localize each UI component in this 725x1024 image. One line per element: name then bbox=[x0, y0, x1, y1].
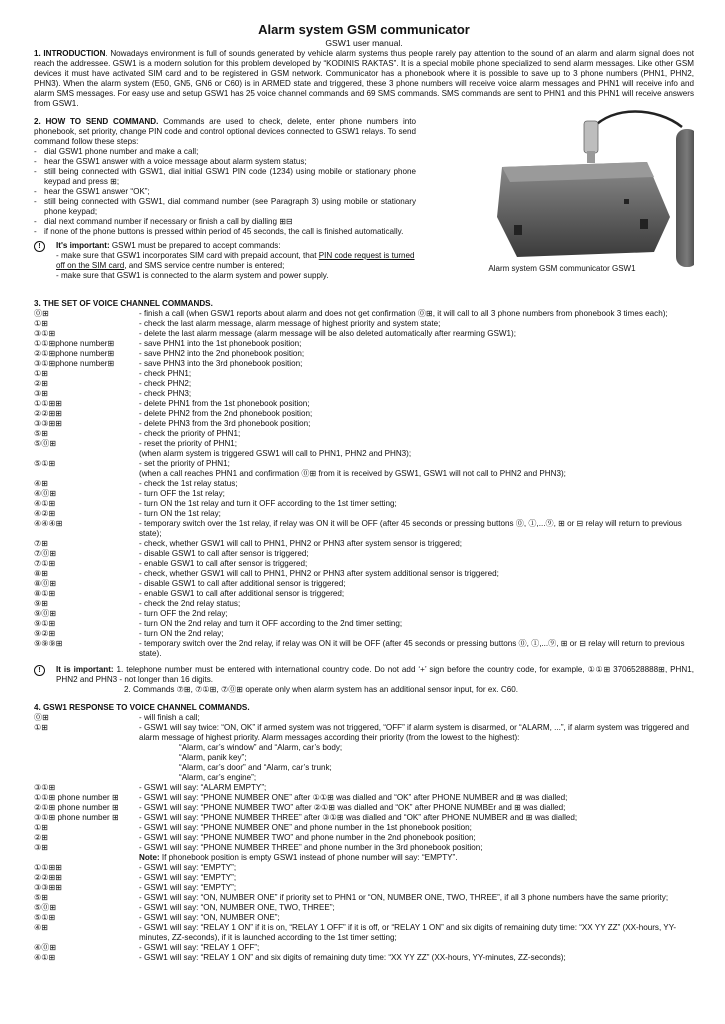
warning-icon: ! bbox=[34, 665, 45, 676]
gsm-communicator-image bbox=[442, 107, 694, 267]
important-line bbox=[56, 271, 416, 281]
response-row bbox=[34, 943, 694, 953]
command-code: ⑨②⊞ bbox=[34, 629, 56, 638]
step-item: - dial next command number if necessary or finish a call by dialling ⊞⊟ bbox=[34, 217, 416, 227]
command-description bbox=[139, 803, 694, 813]
response-row bbox=[34, 913, 694, 923]
how-to-send-text bbox=[34, 117, 416, 281]
alarm-message-line: “Alarm, car’s engine”; bbox=[179, 773, 257, 782]
response-row bbox=[34, 873, 694, 883]
command-description bbox=[139, 713, 694, 723]
description-line: - check PHN1; bbox=[139, 369, 192, 378]
command-description bbox=[139, 893, 694, 903]
command-description bbox=[139, 409, 694, 419]
command-description bbox=[139, 639, 694, 659]
command-description bbox=[139, 629, 694, 639]
important-label: It's important: bbox=[56, 241, 110, 250]
command-code: ④①⊞ bbox=[34, 499, 56, 508]
voice-commands-section bbox=[34, 299, 694, 659]
command-description bbox=[139, 309, 694, 319]
description-line: - finish a call (when GSW1 reports about alarm and does not get confirmation ⓪⊞, it will call to all 3 phone numbers from phonebook 3 times each); bbox=[139, 309, 668, 318]
command-description bbox=[139, 559, 694, 569]
important2-line1 bbox=[56, 665, 694, 685]
command-code: ③①⊞phone number⊞ bbox=[34, 359, 115, 368]
command-code: ④④④⊞ bbox=[34, 519, 63, 528]
command-description bbox=[139, 539, 694, 549]
command-row bbox=[34, 599, 694, 609]
command-description bbox=[139, 873, 694, 883]
command-code: ⑧⓪⊞ bbox=[34, 579, 57, 588]
command-code: ⑦①⊞ bbox=[34, 559, 56, 568]
description-line: - GSW1 will say: “RELAY 1 ON” and six digits of remaining duty time: “XX YY ZZ” (XX-hours, YY-minutes, ZZ-seconds); bbox=[139, 953, 566, 962]
command-code: ⑨⓪⊞ bbox=[34, 609, 57, 618]
note-text: If phonebook position is empty GSW1 instead of phone number will say: “EMPTY”. bbox=[159, 853, 458, 862]
command-description bbox=[139, 913, 694, 923]
command-row bbox=[34, 429, 694, 439]
step-item: - still being connected with GSW1, dial initial GSW1 PIN code (1234) using mobile or stationary phone keypad and press ⊞; bbox=[34, 167, 416, 187]
description-line: - save PHN2 into the 2nd phonebook position; bbox=[139, 349, 305, 358]
response-row bbox=[34, 833, 694, 843]
command-row bbox=[34, 309, 694, 319]
command-description bbox=[139, 609, 694, 619]
command-description bbox=[139, 379, 694, 389]
introduction-text: . Nowadays environment is full of sounds generated by vehicle alarm systems thus people rarely pay attention to the sound of an alarm and alarm signal does not reach the addressee. GSW1 is a modern solution for this problem developed by “KODINIS RAKTAS”. It is a special mobile phone specialized to send alarm messages. Like other GSM devices it must have activated SIM card and to be registered in GSM network. Communicator has a phonebook where it is possible to save up to 3 phone numbers (PHN1, PHN2, PHN3). When the alarm system (E50, GN5, GN6 or C60) is in ARMED state and triggered, these 3 phone numbers will receive voice alarm messages and PHN1 will receive info and alarm SMS messages. For easy use and setup GSW1 has 25 voice channel commands and 69 SMS commands. SMS commands are sent to PHN1 and this PHN1 will receive answers from GSW1. bbox=[34, 49, 694, 108]
response-row bbox=[34, 893, 694, 903]
command-code: ⑨⊞ bbox=[34, 599, 49, 608]
command-code: ④⊞ bbox=[34, 923, 49, 932]
command-row bbox=[34, 519, 694, 539]
voice-commands-heading: 3. THE SET OF VOICE CHANNEL COMMANDS. bbox=[34, 299, 213, 308]
command-description bbox=[139, 369, 694, 379]
description-line: - delete the last alarm message (alarm message will be also deleted automatically after rearming GSW1); bbox=[139, 329, 516, 338]
description-line: - GSW1 will say: “ON, NUMBER ONE” if priority set to PHN1 or “ON, NUMBER ONE, TWO, THREE”, if all 3 phone numbers have the same priority; bbox=[139, 893, 669, 902]
response-row bbox=[34, 723, 694, 783]
responses-table bbox=[34, 713, 694, 963]
description-line: - check the 1st relay status; bbox=[139, 479, 238, 488]
voice-commands-table bbox=[34, 309, 694, 659]
how-to-send-heading: 2. HOW TO SEND COMMAND. bbox=[34, 117, 159, 126]
command-row bbox=[34, 589, 694, 599]
command-description bbox=[139, 489, 694, 499]
manual-page bbox=[34, 22, 694, 963]
description-line: - turn ON the 1st relay; bbox=[139, 509, 221, 518]
command-code: ⑤①⊞ bbox=[34, 459, 56, 468]
command-code: ③③⊞⊞ bbox=[34, 419, 63, 428]
command-description bbox=[139, 459, 694, 479]
step-item: - if none of the phone buttons is pressed within period of 45 seconds, the call is finished automatically. bbox=[34, 227, 416, 237]
command-code: ③①⊞ bbox=[34, 783, 56, 792]
description-line: - GSW1 will say: “ON, NUMBER ONE, TWO, THREE”; bbox=[139, 903, 335, 912]
command-code bbox=[34, 853, 139, 863]
important-line-underlined: PIN code request is turned off on the SIM card bbox=[56, 251, 415, 270]
description-line: - delete PHN2 from the 2nd phonebook position; bbox=[139, 409, 313, 418]
command-code: ⑧①⊞ bbox=[34, 589, 56, 598]
command-code: ①⊞ bbox=[34, 319, 49, 328]
how-to-send-section bbox=[34, 117, 694, 293]
command-row bbox=[34, 639, 694, 659]
command-description bbox=[139, 549, 694, 559]
command-code: ⑤⓪⊞ bbox=[34, 903, 57, 912]
command-description bbox=[139, 499, 694, 509]
command-code: ①①⊞ phone number ⊞ bbox=[34, 793, 119, 802]
command-description bbox=[139, 399, 694, 409]
description-line: - turn ON the 2nd relay; bbox=[139, 629, 224, 638]
command-description bbox=[139, 519, 694, 539]
response-row bbox=[34, 843, 694, 853]
command-row bbox=[34, 329, 694, 339]
command-description bbox=[139, 579, 694, 589]
response-row bbox=[34, 853, 694, 863]
response-row bbox=[34, 863, 694, 873]
command-row bbox=[34, 319, 694, 329]
command-row bbox=[34, 359, 694, 369]
command-code: ②⊞ bbox=[34, 833, 49, 842]
important-note-2 bbox=[34, 665, 694, 695]
command-description bbox=[139, 599, 694, 609]
description-line: - turn OFF the 2nd relay; bbox=[139, 609, 228, 618]
description-line: - GSW1 will say: “PHONE NUMBER ONE” and phone number in the 1st phonebook position; bbox=[139, 823, 472, 832]
command-code: ③⊞ bbox=[34, 843, 49, 852]
important2-label: It is important: bbox=[56, 665, 114, 674]
command-row bbox=[34, 479, 694, 489]
description-line: - disable GSW1 to call after additional sensor is triggered; bbox=[139, 579, 346, 588]
description-line: - GSW1 will say: “PHONE NUMBER ONE” after ①①⊞ was dialled and “OK” after PHONE NUMBER and ⊞ was dialled; bbox=[139, 793, 568, 802]
command-code: ⓪⊞ bbox=[34, 309, 49, 318]
command-description bbox=[139, 943, 694, 953]
command-row bbox=[34, 539, 694, 549]
description-line: - check the 2nd relay status; bbox=[139, 599, 241, 608]
command-row bbox=[34, 379, 694, 389]
command-code: ②②⊞⊞ bbox=[34, 409, 63, 418]
response-row bbox=[34, 923, 694, 943]
note-label: Note: bbox=[139, 853, 160, 862]
responses-section bbox=[34, 703, 694, 963]
command-code: ⑤①⊞ bbox=[34, 913, 56, 922]
description-line: - enable GSW1 to call after sensor is triggered; bbox=[139, 559, 308, 568]
description-line: - disable GSW1 to call after sensor is triggered; bbox=[139, 549, 309, 558]
command-code: ④⓪⊞ bbox=[34, 489, 57, 498]
command-description bbox=[139, 813, 694, 823]
description-line: - delete PHN1 from the 1st phonebook position; bbox=[139, 399, 310, 408]
description-line: - GSW1 will say: “RELAY 1 ON” if it is on, “RELAY 1 OFF” if it is off, or “RELAY 1 ON” and six digits of remaining duty time: “XX YY ZZ” (XX-hours, YY-minutes, ZZ-seconds), if it is launched according to the 1st timer setting; bbox=[139, 923, 677, 942]
description-line: - GSW1 will say twice: “ON, OK” if armed system was not triggered, “OFF” if alarm system is disarmed, or “ALARM, ...”, if alarm system was triggered and alarm message of highest priority. Alarm messages according their priority (from the lowest to the highest): bbox=[139, 723, 690, 742]
description-line: (when alarm system is triggered GSW1 will call to PHN1, PHN2 and PHN3); bbox=[139, 449, 412, 458]
command-code: ①①⊞phone number⊞ bbox=[34, 339, 115, 348]
response-row bbox=[34, 813, 694, 823]
command-row bbox=[34, 399, 694, 409]
important-note-1 bbox=[34, 241, 416, 281]
description-line: - temporary switch over the 2nd relay, if relay was ON it will be OFF (after 45 seconds or pressing buttons ⓪, ①,...⑨, ⊞ or ⊟ relay will return to previous state). bbox=[139, 639, 685, 658]
command-row bbox=[34, 619, 694, 629]
command-description bbox=[139, 569, 694, 579]
command-description bbox=[139, 903, 694, 913]
important-line bbox=[56, 251, 416, 271]
command-code: ③①⊞ bbox=[34, 329, 56, 338]
description-line: - turn ON the 1st relay and turn it OFF according to the 1st timer setting; bbox=[139, 499, 397, 508]
command-row bbox=[34, 439, 694, 459]
command-description bbox=[139, 429, 694, 439]
command-description bbox=[139, 783, 694, 793]
command-code: ①①⊞⊞ bbox=[34, 399, 63, 408]
command-code: ④⊞ bbox=[34, 479, 49, 488]
command-description bbox=[139, 419, 694, 429]
important-line-text: , and SMS service centre number is entered; bbox=[124, 261, 285, 270]
important2-line2: 2. Commands ⑦⊞, ⑦①⊞, ⑦⓪⊞ operate only when alarm system has an additional sensor input, for ex. C60. bbox=[124, 685, 518, 694]
description-line: - reset the priority of PHN1; bbox=[139, 439, 238, 448]
responses-heading: 4. GSW1 RESPONSE TO VOICE CHANNEL COMMANDS. bbox=[34, 703, 250, 712]
step-item: - hear the GSW1 answer with a voice message about alarm system status; bbox=[34, 157, 416, 167]
how-to-send-paragraph bbox=[34, 117, 416, 147]
command-code: ⑤⓪⊞ bbox=[34, 439, 57, 448]
important-line-text: - make sure that GSW1 is connected to the alarm system and power supply. bbox=[56, 271, 329, 280]
command-code: ④①⊞ bbox=[34, 953, 56, 962]
command-code: ①⊞ bbox=[34, 823, 49, 832]
command-description bbox=[139, 359, 694, 369]
description-line: - GSW1 will say: “EMPTY”; bbox=[139, 863, 237, 872]
command-row bbox=[34, 349, 694, 359]
description-line: - temporary switch over the 1st relay, if relay was ON it will be OFF (after 45 seconds or pressing buttons ⓪, ①,...⑨, ⊞ or ⊟ relay will return to previous state); bbox=[139, 519, 682, 538]
command-code: ⑨⑨⑨⊞ bbox=[34, 639, 63, 648]
warning-icon: ! bbox=[34, 241, 45, 252]
command-code: ②①⊞phone number⊞ bbox=[34, 349, 115, 358]
command-code: ⑦⊞ bbox=[34, 539, 49, 548]
command-row bbox=[34, 409, 694, 419]
description-line: - check PHN3; bbox=[139, 389, 192, 398]
alarm-message-line: “Alarm, panik key”; bbox=[179, 753, 247, 762]
important-lead: GSW1 must be prepared to accept commands: bbox=[109, 241, 281, 250]
page-title: Alarm system GSM communicator bbox=[258, 22, 470, 37]
command-code: ①⊞ bbox=[34, 369, 49, 378]
step-item: - still being connected with GSW1, dial command number (see Paragraph 3) using mobile or stationary phone keypad; bbox=[34, 197, 416, 217]
how-to-send-intro: Commands are used to check, delete, enter phone numbers into phonebook, set priority, change PIN code and control optional devices connected to GSW1 relays. To send command follow these steps: bbox=[34, 117, 417, 146]
command-code: ②②⊞⊞ bbox=[34, 873, 63, 882]
command-row bbox=[34, 389, 694, 399]
response-row bbox=[34, 903, 694, 913]
response-row bbox=[34, 953, 694, 963]
response-row bbox=[34, 803, 694, 813]
steps-list bbox=[34, 147, 416, 237]
description-line: - GSW1 will say: “PHONE NUMBER TWO” after ②①⊞ was dialled and “OK” after PHONE NUMBEr and ⊞ was dialled; bbox=[139, 803, 566, 812]
step-item: - hear the GSW1 answer “OK”; bbox=[34, 187, 416, 197]
command-description bbox=[139, 833, 694, 843]
command-code: ①①⊞⊞ bbox=[34, 863, 63, 872]
command-code: ⑧⊞ bbox=[34, 569, 49, 578]
command-code: ④⓪⊞ bbox=[34, 943, 57, 952]
command-row bbox=[34, 549, 694, 559]
command-row bbox=[34, 489, 694, 499]
command-description bbox=[139, 793, 694, 803]
command-description bbox=[139, 319, 694, 329]
description-line: - save PHN1 into the 1st phonebook position; bbox=[139, 339, 302, 348]
description-line: - check, whether GSW1 will call to PHN1, PHN2 or PHN3 after system sensor is triggered; bbox=[139, 539, 462, 548]
response-row bbox=[34, 713, 694, 723]
page-subtitle: GSW1 user manual. bbox=[325, 38, 403, 48]
command-code: ③⊞ bbox=[34, 389, 49, 398]
description-line: - GSW1 will say: “PHONE NUMBER THREE” and phone number in the 3rd phonebook position; bbox=[139, 843, 483, 852]
command-description bbox=[139, 883, 694, 893]
response-row bbox=[34, 823, 694, 833]
command-row bbox=[34, 629, 694, 639]
command-row bbox=[34, 339, 694, 349]
response-row bbox=[34, 883, 694, 893]
command-description bbox=[139, 439, 694, 459]
command-description bbox=[139, 853, 694, 863]
response-row bbox=[34, 793, 694, 803]
command-description bbox=[139, 953, 694, 963]
command-description bbox=[139, 479, 694, 489]
description-line: - set the priority of PHN1; bbox=[139, 459, 230, 468]
command-description bbox=[139, 589, 694, 599]
command-description bbox=[139, 723, 694, 783]
command-row bbox=[34, 609, 694, 619]
command-code: ③①⊞ phone number ⊞ bbox=[34, 813, 119, 822]
command-row bbox=[34, 569, 694, 579]
description-line: - check PHN2; bbox=[139, 379, 192, 388]
command-code: ⑤⊞ bbox=[34, 429, 49, 438]
description-line: - GSW1 will say: “PHONE NUMBER TWO” and phone number in the 2nd phonebook position; bbox=[139, 833, 476, 842]
command-code: ⑨①⊞ bbox=[34, 619, 56, 628]
response-row bbox=[34, 783, 694, 793]
command-code: ⑦⓪⊞ bbox=[34, 549, 57, 558]
command-description bbox=[139, 863, 694, 873]
introduction-heading: 1. INTRODUCTION bbox=[34, 49, 106, 58]
command-description bbox=[139, 843, 694, 853]
description-line: - enable GSW1 to call after additional sensor is triggered; bbox=[139, 589, 345, 598]
command-description bbox=[139, 349, 694, 359]
command-code: ②⊞ bbox=[34, 379, 49, 388]
important-line-text: - make sure that GSW1 incorporates SIM card with prepaid account, that bbox=[56, 251, 319, 260]
important2-text: 1. telephone number must be entered with international country code. Do not add ‘+’ sign before the country code, for example, ①①⊞ 3706528888⊞, PHN1, PHN2 and PHN3 - not longer than 16 digits. bbox=[56, 665, 694, 684]
command-code: ③③⊞⊞ bbox=[34, 883, 63, 892]
description-line: - GSW1 will say: “EMPTY”; bbox=[139, 883, 237, 892]
command-description bbox=[139, 619, 694, 629]
description-line: - GSW1 will say: “RELAY 1 OFF”; bbox=[139, 943, 260, 952]
command-row bbox=[34, 579, 694, 589]
description-line: - check, whether GSW1 will call to PHN1, PHN2 or PHN3 after system additional sensor is triggered; bbox=[139, 569, 499, 578]
description-line: (when a call reaches PHN1 and confirmation ⓪⊞ from it is received by GSW1, GSW1 will not call to PHN2 and PHN3); bbox=[139, 469, 566, 478]
command-code: ②①⊞ phone number ⊞ bbox=[34, 803, 119, 812]
description-line: - will finish a call; bbox=[139, 713, 200, 722]
description-line: - turn ON the 2nd relay and turn it OFF according to the 2nd timer setting; bbox=[139, 619, 403, 628]
alarm-message-line: “Alarm, car’s door” and “Alarm, car’s trunk; bbox=[179, 763, 332, 772]
command-row bbox=[34, 559, 694, 569]
description-line: - GSW1 will say: “ON, NUMBER ONE”; bbox=[139, 913, 280, 922]
description-line: - delete PHN3 from the 3rd phonebook position; bbox=[139, 419, 311, 428]
device-photo bbox=[442, 107, 694, 287]
command-description bbox=[139, 823, 694, 833]
command-row bbox=[34, 369, 694, 379]
command-row bbox=[34, 509, 694, 519]
description-line: - GSW1 will say: “EMPTY”; bbox=[139, 873, 237, 882]
command-code: ⑤⊞ bbox=[34, 893, 49, 902]
command-description bbox=[139, 923, 694, 943]
description-line: - check the priority of PHN1; bbox=[139, 429, 241, 438]
command-code: ①⊞ bbox=[34, 723, 49, 732]
description-line: - GSW1 will say: “PHONE NUMBER THREE” after ③①⊞ was dialled and “OK” after PHONE NUMBER and ⊞ was dialled; bbox=[139, 813, 578, 822]
description-line: - turn OFF the 1st relay; bbox=[139, 489, 225, 498]
command-row bbox=[34, 499, 694, 509]
command-description bbox=[139, 339, 694, 349]
command-row bbox=[34, 459, 694, 479]
step-item: - dial GSW1 phone number and make a call; bbox=[34, 147, 416, 157]
command-description bbox=[139, 329, 694, 339]
command-code: ④②⊞ bbox=[34, 509, 56, 518]
description-line: - save PHN3 into the 3rd phonebook position; bbox=[139, 359, 303, 368]
command-description bbox=[139, 509, 694, 519]
command-description bbox=[139, 389, 694, 399]
command-code: ⓪⊞ bbox=[34, 713, 49, 722]
introduction-paragraph bbox=[34, 49, 694, 109]
alarm-message-line: “Alarm, car’s window” and “Alarm, car’s body; bbox=[179, 743, 343, 752]
command-row bbox=[34, 419, 694, 429]
description-line: - check the last alarm message, alarm message of highest priority and system state; bbox=[139, 319, 441, 328]
figure-caption: Alarm system GSM communicator GSW1 bbox=[488, 264, 636, 273]
description-line: - GSW1 will say: “ALARM EMPTY”; bbox=[139, 783, 267, 792]
